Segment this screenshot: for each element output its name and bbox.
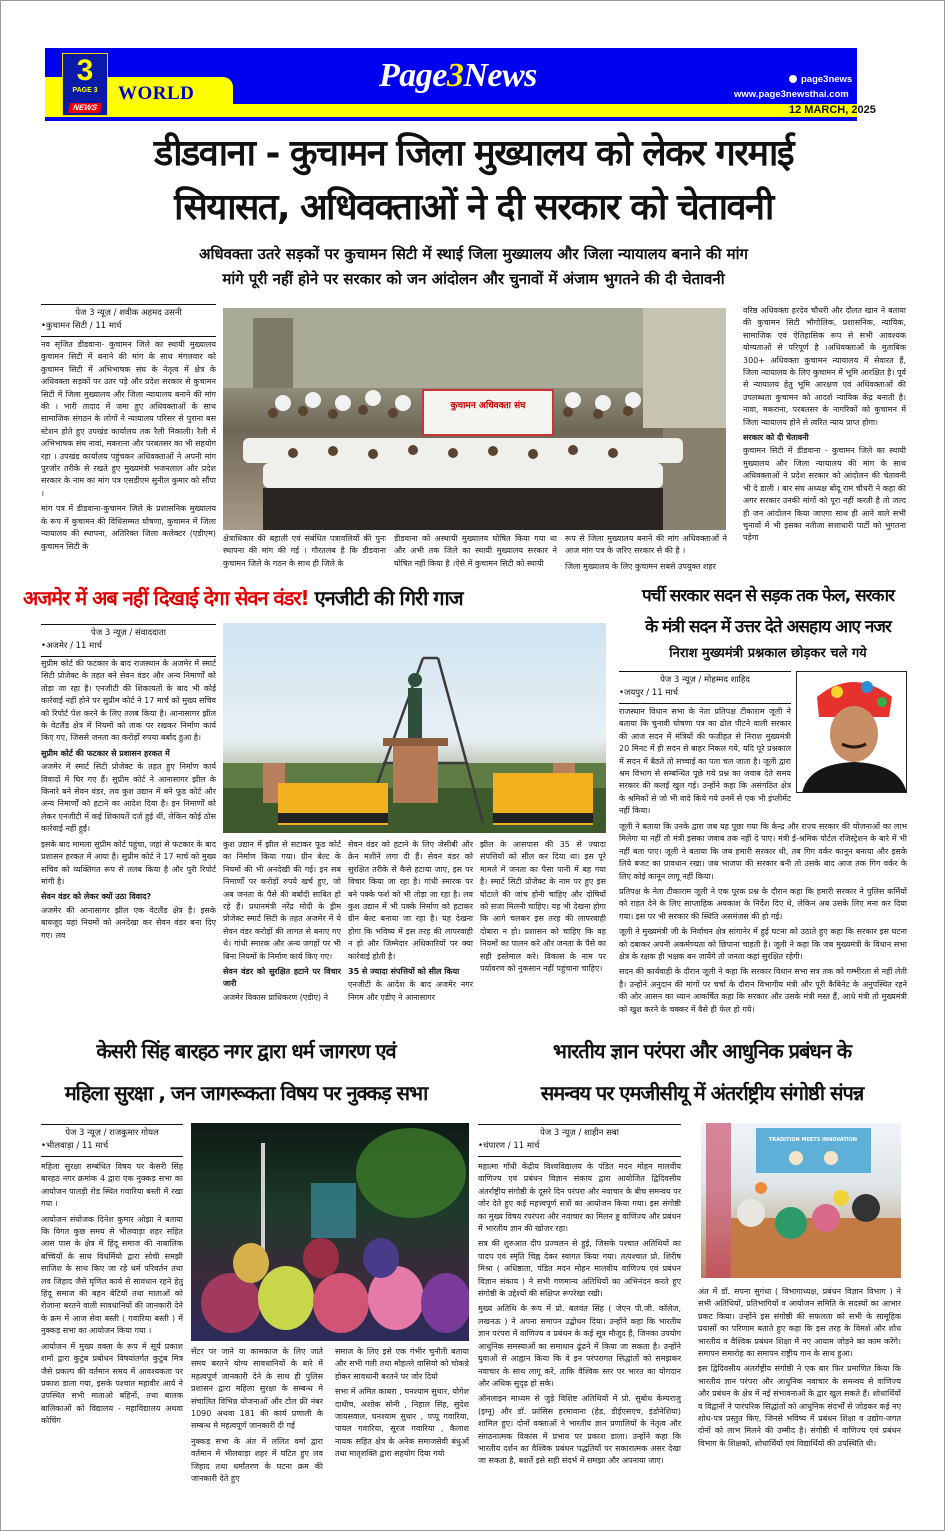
paragraph: मांग पत्र में डीडवाना-कुचामन जिले के प्रशासनिक मुख्यालय के रूप में कुचामन की विधिसम्मत घोषणा, कुचामन में जिला न्यायालय की स्थापना, अतिरिक्त जिला कलेक्टर (एडीएम) कुचामन सिटी के — [41, 504, 216, 551]
page3-logo — [62, 53, 108, 116]
paragraph: वरिष्ठ अधिवक्ता हरदेव चौधरी और दौलत खान ने बताया की कुचामन सिटी भौगोलिक, प्रशासनिक, न्यायिक, सामाजिक एवं ऐतिहासिक रूप से सभी आवश्यक योग्यताओं से परिपूर्ण है ।अधिवक्ताओं के मुताबिक 300+ अधिवक्ता कुचामन न्यायालय में सेवारत हैं, जिला न्यायालय के लिए कुचामन में भूमि आरक्षित है। पूर्व से न्यायालय हेतु भूमि आरक्षण एवं अधिवक्ताओं की उपलब्धता कुचामन को आदर्श न्यायिक केंद्र बनाती है। नावा, मकराना, परबतसर के नागरिकों को कुचामन में जिला न्यायालय होने से त्वरित न्याय प्राप्त होगा। — [743, 306, 906, 427]
column-subhead: सेवन वंडर को लेकर क्यों उठा विवाद? — [41, 892, 152, 902]
bhilwara-column-2 — [191, 1346, 323, 1521]
byline-place: • जयपुर / 11 मार्च — [619, 687, 791, 700]
paragraph: सत्र की शुरुआत दीप प्रज्वलन से हुई, जिसके पश्चात अतिथियों का पादप एवं स्मृति चिह्न देकर स्वागत किया गया। तत्पश्चात प्रो. शिरीष मिश्रा ( अधिष्ठाता, पंडित मदन मोहन मालवीय वाणिज्य एवं प्रबंधन विज्ञान संकाय ) ने सभी गणमान्य अतिथियों का अभिनंदन करते हुए संगोष्ठी के उद्देश्यों की संक्षिप्त रूपरेखा रखी। — [478, 1239, 681, 1299]
paragraph: जिला मुख्यालय के लिए कुचामन सबसे उपयुक्त शहर — [565, 561, 716, 571]
masthead-bottom-rule — [45, 117, 857, 121]
paragraph: इसके बाद मामला सुप्रीम कोर्ट पहुंचा, जहां से फटकार के बाद प्रशासन हरकत में आया है। सुप्रीम कोर्ट ने 17 मार्च को मुख्य सचिव को व्यक्तिगत रूप से तलब किया है और पूरी रिपोर्ट मांगी है। — [41, 839, 216, 886]
paragraph: एनजीटी के आदेश के बाद अजमेर नगर निगम और एडीए ने आनासागर — [348, 980, 473, 1002]
leader-portrait-photo — [796, 671, 907, 793]
lead-byline — [41, 304, 216, 337]
byline-source: पेज 3 न्यूज़ / शाहीन सबा — [540, 1128, 619, 1138]
assembly-byline — [619, 671, 791, 704]
newspaper-title — [379, 56, 537, 96]
paragraph: आयोजन संयोजक दिनेश कुमार ओझा ने बताया कि विगत कुछ समय से भीलवाड़ा शहर सहित आस पास के क्षेत्र में हिंदू समाज की नाबालिक बच्चियों के साथ विधर्मियो द्वारा सोची समझी साजिश के साथ किए जा रहे धर्म परिवर्तन तथा लव जिहाद जैसे घृणित कार्य से सावधान रहने हेतु हिंदू समाज की बहन बेटियों तथा माताओं को रोजाना बरतने वाली सावधानियों की जानकारी देने के क्रम में आज सेवा बस्ती ( गवारिया बस्ती ) में नुक्कड़ सभा का आयोजन किया गया । — [41, 1214, 183, 1336]
headline-black-part: एनजीटी की गिरी गाज — [314, 586, 463, 610]
assembly-subhead: निराश मुख्यमंत्री प्रश्नकाल छोड़कर चले गये — [669, 646, 867, 661]
title-part-3: 3 — [446, 57, 464, 94]
advocates-rally-photo — [223, 308, 726, 530]
logo-number: 3 — [76, 54, 94, 87]
title-part-news: News — [463, 57, 537, 94]
paragraph: रूप से जिला मुख्यालय बनाने की मांग अधिवक्ताओं ने आज मांग पत्र के जरिए सरकार से की है । — [565, 534, 727, 556]
byline-place: • कुचामन सिटी / 11 मार्च — [41, 320, 216, 333]
column-subhead: सेवन वंडर को सुरक्षित हटाने पर विचार जारी — [223, 967, 341, 989]
paragraph: नव सृजित डीडवाना- कुचामन जिले का स्थायी मुख्यालय कुचामन सिटी में बनाने की मांग के साथ मंगलवार को कुचामन सिटी में अभिभाषक संघ के नेतृत्व में क्षेत्र के अधिवक्ता सड़कों पर उतर पड़े और प्रदेश सरकार से कुचामन सिटी में जिला मुख्यालय और जिला न्यायालय बनाने की मांग की । भारी तादाद में जमा हुए अधिवक्ताओं के साथ सामाजिक संगठन के लोगों ने न्यायालय परिसर से पुराना बस स्टेशन होते हुए उपखंड कार्यालय तक रैली निकाली। रैली में अभिभाषक संघ नावां, मकराना और परबतसर का भी सहयोग रहा । उपखंड कार्यालय पहुंचकर अधिवक्ताओं ने अपनी मांग पुरजोर तरीके से रखते हुए मुख्यमंत्री भजनलाल और प्रदेश सरकार के नाम का मांग पत्र एसडीएम सुनील कुमार को सौंपा । — [41, 340, 216, 498]
paragraph: डीडवाना को अस्थायी मुख्यालय घोषित किया गया था और अभी तक जिले का स्थायी मुख्यालय सरकार ने घोषित नहीं किया है ।ऐसे में कुचामन सिटी को स्थायी — [394, 534, 557, 568]
byline-source: पेज 3 न्यूज़ / राजकुमार गोयल — [65, 1128, 159, 1138]
mgcu-headline-line2: समन्वय पर एमजीसीयू में अंतर्राष्ट्रीय संगोष्ठी संपन्न — [540, 1081, 864, 1105]
lead-subhead-line1: अधिवक्ता उतरे सड़कों पर कुचामन सिटी में स्थाई जिला मुख्यालय और जिला न्यायालय बनाने की मांग — [199, 245, 748, 263]
headline-red-part: अजमेर में अब नहीं दिखाई देगा सेवन वंडर! — [23, 586, 309, 610]
ajmer-column-2 — [223, 839, 341, 1024]
ajmer-column-4 — [480, 839, 606, 1024]
lead-subhead-line2: मांगे पूरी नहीं होने पर सरकार को जन आंदोलन और चुनावों में अंजाम भुगतने की दी चेतावनी — [222, 270, 725, 288]
lead-headline-line1: डीडवाना - कुचामन जिला मुख्यालय को लेकर गरमाई — [153, 133, 794, 174]
night-gathering-illustration — [191, 1123, 469, 1341]
paragraph: सभा में अमित काबरा , घनश्याम सुथार, योगेश दाधीच, अशोक सोनी , निहाल सिंह, सुदेश जायसवाल, घनश्याम सुथार , पप्पू गवारिया, पायल गवारिया, सूरज गवारिया , कैलाश नायक सहित क्षेत्र के अनेक समाजसेवी बंधुओं तथा मातृशक्ति द्वारा सहयोग दिया गयो — [335, 1387, 469, 1459]
column-subhead: सरकार को दी चेतावनी — [743, 433, 809, 443]
mgcu-column-1 — [478, 1161, 681, 1521]
assembly-headline-line1: पर्ची सरकार सदन से सड़क तक फेल, सरकार — [642, 586, 894, 606]
paragraph: क्षेत्राधिकार की बहाली एवं संबंधित पत्रावलियों की पुनः स्थापना की मांग की गई । गौरतलब है कि डीडवाना कुचामन जिले के गठन के साथ ही जिले के — [223, 534, 386, 568]
paragraph: जूली ने बताया कि उनके द्वारा जब यह पूछा गया कि केन्द्र और राज्य सरकार की योजनाओं का लाभ मिलेगा या नहीं तो मंत्री इसका जवाब तक नहीं दे पाए। मंत्री ई-श्रमिक पोर्टल रजिस्ट्रेशन के बारे में भी नहीं बता पाए। जूली ने बताया कि जब हमारी सरकार थी, तब गिग वर्कर कानून बनाया और इसके लिये बजट का प्रावधान रखा। जब भाजपा की सरकार बनी तो उसके बाद आज तक गिग वर्कर के लिए कोई कानून लागू नहीं किया। — [619, 822, 907, 881]
bhilwara-byline — [41, 1124, 183, 1157]
rally-photo-illustration — [223, 308, 726, 530]
ajmer-byline — [41, 624, 216, 657]
issue-date: 12 MARCH, 2025 — [789, 104, 876, 116]
title-part-page: Page — [379, 57, 447, 94]
bhilwara-column-3 — [335, 1346, 469, 1521]
paragraph: आयोजन में मुख्य वक्ता के रूप मे सूर्य प्रकाश शर्मा द्वारा कुटुंब प्रबोधन विषयांतर्गत कुटुंब मित्र जैसे प्रकल्प की वर्तमान समय में आवश्यकता पर प्रकाश डाला गया, इसके पश्चात महावीर आर्य ने उपस्थित सभी माताओ बहिनों, तथा बालक बालिकाओं को विद्यालय - महाविद्यालय अथवा कोचिंग — [41, 1341, 183, 1426]
paragraph: प्रतिपक्ष के नेता टीकाराम जूली ने एक पूरक प्रश्न के दौरान कहा कि हमारी सरकार ने पुलिस कर्मियों को राहत देने के लिए साप्ताहिक अवकाश के निर्देश दिए थे, लेकिन अब उसके लिए मना कर दिया गया। इस पर भी सरकार की स्थिति असमंजस की हो गई। — [619, 887, 907, 921]
paragraph: मुख्य अतिथि के रूप में प्रो. बलवंत सिंह ( जेएन पी.जी. कॉलेज, लखनऊ ) ने अपना समापन उद्बोधन दिया। उन्होंने कहा कि भारतीय ज्ञान परंपरा में वाणिज्य व प्रबंधन के कई सूत्र मौजूद हैं, जिनका उपयोग आधुनिक समस्याओं का समाधान ढूंढने में किया जा सकता है। उन्होंने युवाओं से आह्वान किया कि वे इन परंपरागत सिद्धांतों को समझकर नवाचार के साथ लागू करें, ताकि वैश्विक स्तर पर भारत का योगदान और अधिक सुदृढ़ हो सके। — [478, 1304, 681, 1388]
column-subhead: 35 से ज्यादा संपत्तियों को सील किया — [348, 967, 460, 977]
page-number: 7 — [865, 51, 892, 104]
ajmer-headline — [23, 583, 603, 613]
logo-text: PAGE 3 — [72, 87, 98, 94]
portrait-illustration — [797, 672, 907, 793]
seven-wonders-demolition-photo — [223, 623, 606, 833]
ajmer-column-1 — [41, 658, 216, 1024]
lead-column-4 — [565, 533, 727, 579]
paragraph: जूली ने मुख्यमंत्री जी के निर्वाचन क्षेत्र सांगानेर में हुई घटना को उठाते हुए कहा कि सरकार इस घटना को दबाकर अपनी अकर्मण्यता को छिपाना चाहती है। जूली ने कहा कि जब मुख्यमंत्री के विधान सभा क्षेत्र के रक्षक ही भक्षक बन जायेंगे तो जनता कहां सुरक्षित रहेगी। — [619, 927, 907, 962]
paragraph: नुक्कड़ सभा के अंत में ललित वर्मा द्वारा वर्तमान में भीलवाड़ा शहर में घटित हुए लव जिहाद तथा धर्मांतरण के घटना क्रम की जानकारी देते हुए — [191, 1436, 323, 1484]
section-label: WORLD — [118, 83, 195, 104]
column-subhead: सुप्रीम कोर्ट की फटकार से प्रशासन हरकत में — [41, 748, 170, 758]
paragraph: ऑनलाइन माध्यम से जुड़े विशिष्ट अतिथियों में प्रो. सुबोध केम्पराजु (इग्नू) और डॉ. फ्रांसिस हरमावाना (हेड, डीईएसएच, इंडोनेशिया) शामिल हुए। दोनों वक्ताओं ने भारतीय ज्ञान प्रणालियों के नेतृत्व और संगठनात्मक विकास में प्रभाव पर प्रकाश डाला। उन्होंने कहा कि भारतीय दर्शन का वैश्विक प्रबंधन पद्धतियों पर सकारात्मक असर देखा जा सकता है, बशर्ते इसे सही संदर्भ में समझा और अपनाया जाए। — [478, 1394, 681, 1466]
mgcu-headline-line1: भारतीय ज्ञान परंपरा और आधुनिक प्रबंधन के — [552, 1039, 852, 1063]
bhilwara-column-1 — [41, 1161, 183, 1521]
lead-column-2 — [223, 533, 386, 579]
lead-column-3 — [394, 533, 557, 579]
byline-source: पेज 3 न्यूज़ / शवीक अहमद उसनी — [75, 308, 182, 318]
assembly-column-top — [619, 706, 791, 818]
nukkad-sabha-photo — [191, 1123, 469, 1341]
assembly-headline-line2: के मंत्री सदन में उत्तर देते असहाय आए नजर — [645, 617, 891, 637]
paragraph: अजमेर में स्मार्ट सिटी प्रोजेक्ट के तहत हुए निर्माण कार्य विवादों में घिर गए हैं। सुप्रीम कोर्ट ने आनासागर झील के किनारे बने सेवन वंडर, लव कुश उद्यान में बने फूड कोर्ट और अन्य निमार्णों को हटाने का आदेश दिया है। इन निमार्णों को लेकर एनजीटी में कई शिकायतें दर्ज हुई थीं, लेकिन कोई ठोस कार्रवाई नहीं हुई। — [41, 762, 216, 834]
byline-source: पेज 3 न्यूज़ / संवाददाता — [91, 628, 166, 638]
paragraph: झील के आसपास की 35 से ज्यादा संपत्तियों को सील कर दिया था। इस पूरे मामले में जनता का पैसा पानी में बह गया है। स्मार्ट सिटी प्रोजेक्ट के नाम पर हुए इस घोटाले की जांच होनी चाहिए और दोषियों को सजा मिलनी चाहिए। यह भी देखना होगा कि आगे चलकर इस तरह की लापरवाही दोबारा न हो। प्रशासन को चाहिए कि वह नियमों का पालन करे और जनता के पैसे का सही इस्तेमाल करे। विकास के नाम पर पर्यावरण को नुकसान नहीं पहुंचाना चाहिए। — [480, 840, 606, 974]
paragraph: अंत में डॉ. सपना सुगंधा ( विभागाध्यक्ष, प्रबंधन विज्ञान विभाग ) ने सभी अतिथियों, प्रतिभागियों व आयोजन समिति के सदस्यों का आभार प्रकट किया। उन्होंने इस संगोष्ठी की सफलता को सभी के सामूहिक प्रयासों का परिणाम बताते हुए कहा कि इस तरह के विमर्श और शोध भारतीय व वैश्विक प्रबंधन शिक्षा में नए आयाम जोड़ने का काम करेंगे। समापन समारोह का समापन राष्ट्रीय गान के साथ हुआ। — [698, 1287, 901, 1359]
paragraph: कुचामन सिटी में डीडवाना - कुचामन जिले का स्थायी मुख्यालय और जिला न्यायालय की मांग के साथ अधिवक्ताओं ने प्रदेश सरकार को आंदोलन की चेतावनी भी दे डाली । बार संघ अध्यक्ष बोदू राम चौधरी ने कहा की अगर सरकार उनकी मांगों को पूरा नहीं करती है तो जल्द ही जन आंदोलन किया जाएगा साथ ही आने वाले सभी चुनावों में भी इसका नतीजा सत्ताधारी पार्टी को भुगतना पड़ेगा — [743, 446, 906, 543]
mgcu-column-2 — [698, 1286, 901, 1521]
paragraph: सेंटर पर जाने या कामकाज के लिए जाते समय बरतने योग्य सावधानियों के बारे में महत्वपूर्ण जानकारी देने के साथ ही पुलिस प्रशासन द्वारा महिला सुरक्षा के सम्बन्ध मे संचालित विभिन्न योजनाओं और टोल फ्री नंबर 1090 अथवा 181 की कार्य प्रणाली के सम्बन्ध मे महत्वपूर्ण जानकारी दी गई — [191, 1347, 323, 1431]
logo-badge: NEWS — [68, 103, 102, 113]
paragraph: सदन की कार्यवाही के दौरान जूली ने कहा कि सरकार विधान सभा सत्र तक को गम्भीरता से नहीं लेती है। उन्होंने अनुदान की मांगों पर चर्चा के दौरान विभागीय मंत्री और पूरी कैबिनेट के अनुपस्थित रहने की ओर आसन का ध्यान आकर्षित कहा कि सरकार और उसके मंत्री मस्त हैं, आधे मंत्री तो मुख्यमंत्री को खुश करने के चक्कर में वैसे ही फेल हो गये। — [619, 967, 907, 1014]
byline-place: • भीलवाड़ा / 11 मार्च — [41, 1140, 183, 1153]
paragraph: समाज के लिए इसे एक गंभीर चुनौती बताया और सभी गली तथा मोहल्ले वासियो को चोकन्ने होकर सावधानी बरतने पर जोर दियो — [335, 1347, 469, 1381]
social-handle: page3news — [789, 74, 852, 86]
bhilwara-headline-line1: केसरी सिंह बारहठ नगर द्वारा धर्म जागरण एवं — [96, 1039, 396, 1063]
banner-text: कुचामन अधिवक्ता संघ — [450, 401, 526, 411]
website-link[interactable]: www.page3newsthai.com — [734, 89, 849, 100]
lead-column-5 — [743, 305, 906, 577]
mgcu-byline — [478, 1124, 681, 1157]
paragraph: इस द्विदिवसीय अंतर्राष्ट्रीय संगोष्ठी ने एक बार फिर प्रमाणित किया कि भारतीय ज्ञान परंपरा और आधुनिक नवाचार के समन्वय से वाणिज्य और प्रबंधन के क्षेत्र में नई संभावनाओं के द्वार खुल सकते हैं। शोधार्थियों व विद्वानों ने पारंपरिक सिद्धांतों को आधुनिक संदर्भों से जोड़कर कई नए शोध-पत्र प्रस्तुत किए, जिनसे भविष्य में प्रबंधन शिक्षा व उद्योग-जगत दोनों को लाभ मिलने की उम्मीद है। संगोष्ठी में वाणिज्य एवं प्रबंधन विभाग के शिक्षकों, शोधार्थियों एवं विद्यार्थियों की उपस्थिति थी। — [698, 1364, 901, 1448]
ajmer-column-3 — [348, 839, 473, 1024]
demolition-illustration — [223, 623, 606, 833]
bhilwara-headline-line2: महिला सुरक्षा , जन जागरूकता विषय पर नुक्कड़ सभा — [64, 1081, 428, 1105]
assembly-column-wide — [619, 821, 907, 1024]
paragraph: राजस्थान विधान सभा के नेता प्रतिपक्ष टीकाराम जूली ने बताया कि चुनावी घोषणा पत्र का ढोल पीटने वाली सरकार की आज सदन में मंत्रियों की फजीहत से निराश मुख्यमंत्री 20 मिनट में ही सदन से बाहर निकल गये, यदि पूरे प्रश्नकाल में सदन में बैठते तो सच्चाई का पता चल जाता है। जूली द्वारा श्रम विभाग से सम्बन्धित पूछे गये प्रश्न का जवाब देते समय सरकार की कलई खुल गई। उन्होंने कहा कि असंगठित क्षेत्र के श्रमिकों से जो भी वादे किये गये उनमें से एक भी इंप्लीमेंट नहीं किया। — [619, 707, 791, 816]
paragraph: कुश उद्यान में झील से सटाकर फूड कोर्ट का निर्माण किया गया। ग्रीन बेल्ट के नियमों की भी अनदेखी की गई। इन सब निमार्णों पर करोड़ों रुपये खर्च हुए, जो अब जनता के पैसे की बर्बादी साबित हो रहे हैं। प्रधानमंत्री नरेंद्र मोदी के ड्रीम प्रोजेक्ट स्मार्ट सिटी के तहत अजमेर में ये सेवन वंडर करोड़ों की लागत से बनाए गए थे। गांधी स्मारक और अन्य जगहों पर भी बिना नियमों के निर्माण कार्य किए गए। — [223, 840, 341, 961]
byline-place: • अजमेर / 11 मार्च — [41, 640, 216, 653]
paragraph: अजमेर की आनासागर झील एक वेटलैंड क्षेत्र है। इसके बावजूद यहां नियमों को अनदेखा कर सेवन वंडर बना दिए गए। लव — [41, 905, 216, 940]
paragraph: सुप्रीम कोर्ट की फटकार के बाद राजस्थान के अजमेर में स्मार्ट सिटी प्रोजेक्ट के तहत बने सेवन वंडर और अन्य निमार्णों को तोड़ा जा रहा है। एनजीटी की शिकायतों के बाद भी कोई कार्रवाई नहीं होने पर सुप्रीम कोर्ट ने 17 मार्च को मुख्य सचिव को रिपोर्ट पेश करने के लिए तलब किया है। आनासागर झील के वेटलैंड क्षेत्र में नियमों को ताक पर रखकर निर्माण कार्य किए गए, जिससे जनता का करोड़ों रुपया बर्बाद हुआ है। — [41, 659, 216, 743]
paragraph: महात्मा गाँधी केंद्रीय विश्वविद्यालय के पंडित मदन मोहन मालवीय वाणिज्य एवं प्रबंधन विज्ञान संकाय द्वारा आयोजित द्विदिवसीय अंतर्राष्ट्रीय संगोष्ठी के दूसरे दिन परंपरा और नवाचार के बीच समन्वय पर जोर देते हुए कई महत्त्वपूर्ण सत्रों का आयोजन किया गया। इस संगोष्ठी का मुख्य विषय रपरंपरा और नवाचार का मिलन ड्ड वाणिज्य और प्रबंधन में भारतीय ज्ञान की खोजर रहा। — [478, 1162, 681, 1234]
lead-headline-line2: सियासत, अधिवक्ताओं ने दी सरकार को चेतावनी — [174, 187, 773, 228]
paragraph: अजमेर विकास प्राधिकरण (एडीए) ने — [223, 992, 329, 1002]
seminar-banner-text: TRADITION MEETS INNOVATION — [768, 1137, 858, 1143]
lead-column-1 — [41, 339, 216, 577]
seminar-illustration — [701, 1123, 901, 1278]
seminar-photo — [701, 1123, 901, 1278]
byline-place: • चंपारण / 11 मार्च — [478, 1140, 681, 1153]
byline-source: पेज 3 न्यूज़ / मोहम्मद शाहिद — [660, 675, 750, 685]
paragraph: महिला सुरक्षा सम्बंधित विषय पर केसरी सिंह बारहठ नगर क्रमांक 4 द्वारा एक नुक्कड़ सभा का आयोजन पालड़ी रोड स्थित गवारिया बस्ती में रखा गया । — [41, 1162, 183, 1209]
paragraph: सेवन वंडर को हटाने के लिए जेसीबी और क्रेन मशीनें लगा दी हैं। सेवन वंडर को सुरक्षित तरीके से कैसे हटाया जाए, इस पर विचार किया जा रहा है। गांधी स्मारक पर बने पक्के फर्श को भी तोड़ा जा रहा है। लव कुश उद्यान में भी पक्के निर्माण को हटाकर ग्रीन बेल्ट बनाया जा रहा है। यह देखना होगा कि भविष्य में इस तरह की लापरवाही न हो और जिम्मेदार अधिकारियों पर क्या कार्रवाई होती है। — [348, 840, 473, 961]
